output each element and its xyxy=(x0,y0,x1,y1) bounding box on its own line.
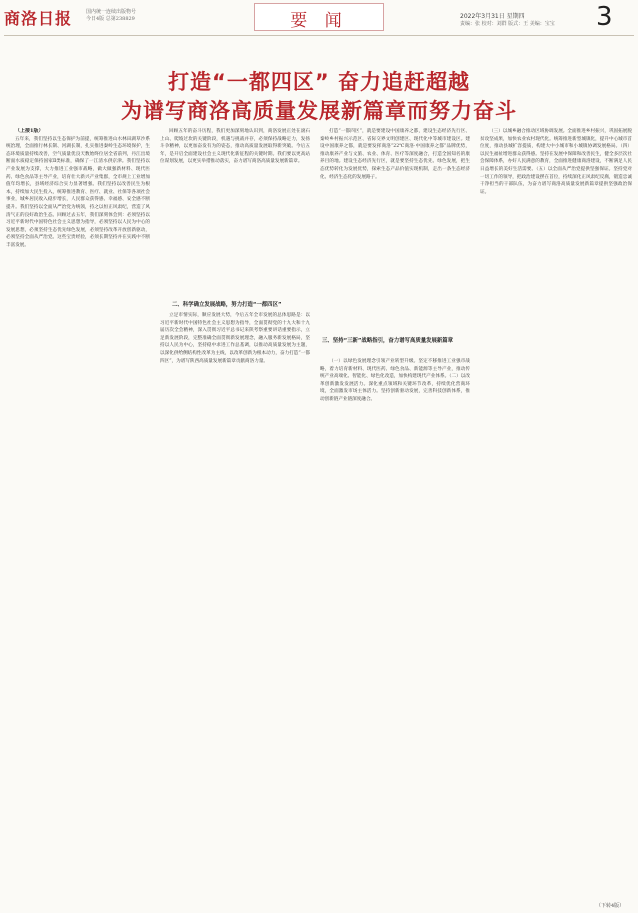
headline-line2: 为谱写商洛高质量发展新篇章而努力奋斗 xyxy=(121,99,517,123)
article-col3-text: 打造“一都四区”，就是要建设中国康养之都，建设生态经济先行区、秦岭乡村振兴示范区、省际交界文明创建区、现代化中等城市建设区。建设中国康养之都，就是要发挥商洛“22℃商洛·中国康养之都”品牌优势，推动康养产业与文旅、农业、体育、医疗等深度融合，打造全国知名的康养目的地。建设生态经济先行区，就是要坚持生态优先、绿色发展，把生态优势转化为发展优势，探索生态产品价值实现机制，走出一条生态经济化、经济生态化的发展路子。 xyxy=(320,129,470,180)
article-column-2b xyxy=(160,312,310,898)
masthead xyxy=(0,0,638,34)
article-source: （上接1版） xyxy=(15,128,44,134)
article-column-3 xyxy=(320,128,470,328)
newspaper-logo: 商洛日报 xyxy=(4,9,73,28)
issue-info xyxy=(86,9,136,23)
headline-line1: 打造“一都四区” 奋力追赶超越 xyxy=(168,70,470,94)
section-label-box xyxy=(254,3,384,31)
continued-note: （下转4版） xyxy=(596,903,625,909)
article-col1-text: 五年来，我们坚持以生态保护为前提，统筹推进山水林田湖草沙系统治理，全面推行林长制、河湖长制，扎实推进秦岭生态环境保护，生态环境质量持续改善，空气质量优良天数始终位居全省前列，丹江出境断面水质稳定保持国家Ⅱ类标准，确保了一江清水供京津。我们坚持以产业发展为支撑，大力推进工业强市战略，做大做强新材料、现代医药、绿色食品等主导产业，培育壮大新兴产业集群，全市规上工业增加值年均增长，县域经济综合实力显著增强。我们坚持以改善民生为根本，持续加大民生投入，统筹推进教育、医疗、就业、社保等各项社会事业，城乡居民收入稳步增长，人民群众获得感、幸福感、安全感不断提升。我们坚持以全面从严治党为统领，持之以恒正风肃纪，营造了风清气正的良好政治生态。回顾过去五年，我们深刻体会到：必须坚持以习近平新时代中国特色社会主义思想为指导，必须坚持以人民为中心的发展思想，必须坚持生态优先绿色发展，必须坚持改革开放创新驱动，必须坚持全面从严治党。这些宝贵经验，必须长期坚持并在实践中不断丰富发展。 xyxy=(6,136,150,248)
editor-credits: 责编：张 校对：刘群 版式：王 美编：宝宝 xyxy=(460,21,555,27)
subheading-section-3: 三、坚持“三新”战略指引，奋力谱写高质量发展新篇章 xyxy=(322,338,454,344)
section-label: 要 闻 xyxy=(290,11,348,31)
article-column-3b xyxy=(320,358,470,898)
subheading-section-2: 二、科学确立发展战略，努力打造“一都四区” xyxy=(172,302,282,308)
article-col2-text: 回顾五年的奋斗历程，我们更加深刻地认识到，商洛发展正处在滚石上山、爬坡过坎的关键阶段，机遇与挑战并存，必须保持战略定力，发扬斗争精神，以更加奋发有为的姿态，推动高质量发展取得新突破。今后五年，是开启全面建设社会主义现代化新征程的关键时期。我们要以更高站位谋划发展，以更实举措推动落实，奋力谱写商洛高质量发展新篇章。 xyxy=(160,129,310,165)
article-column-4 xyxy=(480,128,632,898)
publish-date: 2022年3月31日 星期四 xyxy=(460,13,525,20)
article-col3b-text: （一）以绿色发展理念引领产业转型升级。坚定不移推进工业强市战略，着力培育新材料、现代医药、绿色食品、新能源等主导产业，推动传统产业高端化、智能化、绿色化改造，加快构建现代产业体系。（二）以改革创新激发发展活力。深化重点领域和关键环节改革，持续优化营商环境，全面激发市场主体活力。坚持创新驱动发展，完善科技创新体系，推动创新链产业链深度融合。 xyxy=(320,359,470,402)
article-col2b-text: 立足市情实际，顺应发展大势，今后五年全市发展的总体思路是：以习近平新时代中国特色社会主义思想为指导，全面贯彻党的十九大和十九届历次全会精神，深入贯彻习近平总书记来陕考察重要讲话重要指示，立足新发展阶段，完整准确全面贯彻新发展理念，融入服务新发展格局，坚持以人民为中心，坚持稳中求进工作总基调，以推动高质量发展为主题，以深化供给侧结构性改革为主线，以改革创新为根本动力，奋力打造“一都四区”，为谱写陕西高质量发展新篇章贡献商洛力量。 xyxy=(160,313,310,364)
article-col4-text: （三）以城乡融合推动区域协调发展。全面推进乡村振兴，巩固拓展脱贫攻坚成果，加快农业农村现代化。统筹推进新型城镇化，提升中心城市首位度，推动县城扩容提质，构建大中小城市和小城镇协调发展格局。（四）以民生福祉增进群众获得感。坚持在发展中保障和改善民生，健全多层次社会保障体系，办好人民满意的教育，全面推进健康商洛建设，不断满足人民日益增长的美好生活需要。（五）以全面从严治党提供坚强保证。坚持党对一切工作的领导，把政治建设摆在首位，持续深化正风肃纪反腐，锻造忠诚干净担当的干部队伍，为奋力谱写商洛高质量发展新篇章提供坚强政治保证。 xyxy=(480,129,632,195)
page-number: 3 xyxy=(596,2,613,32)
cn-number: 国内统一连续出版物号 xyxy=(86,9,137,15)
article-column-1 xyxy=(6,128,150,898)
masthead-divider xyxy=(4,35,634,36)
issue-line: 今日4版 总第238829 xyxy=(86,16,135,22)
